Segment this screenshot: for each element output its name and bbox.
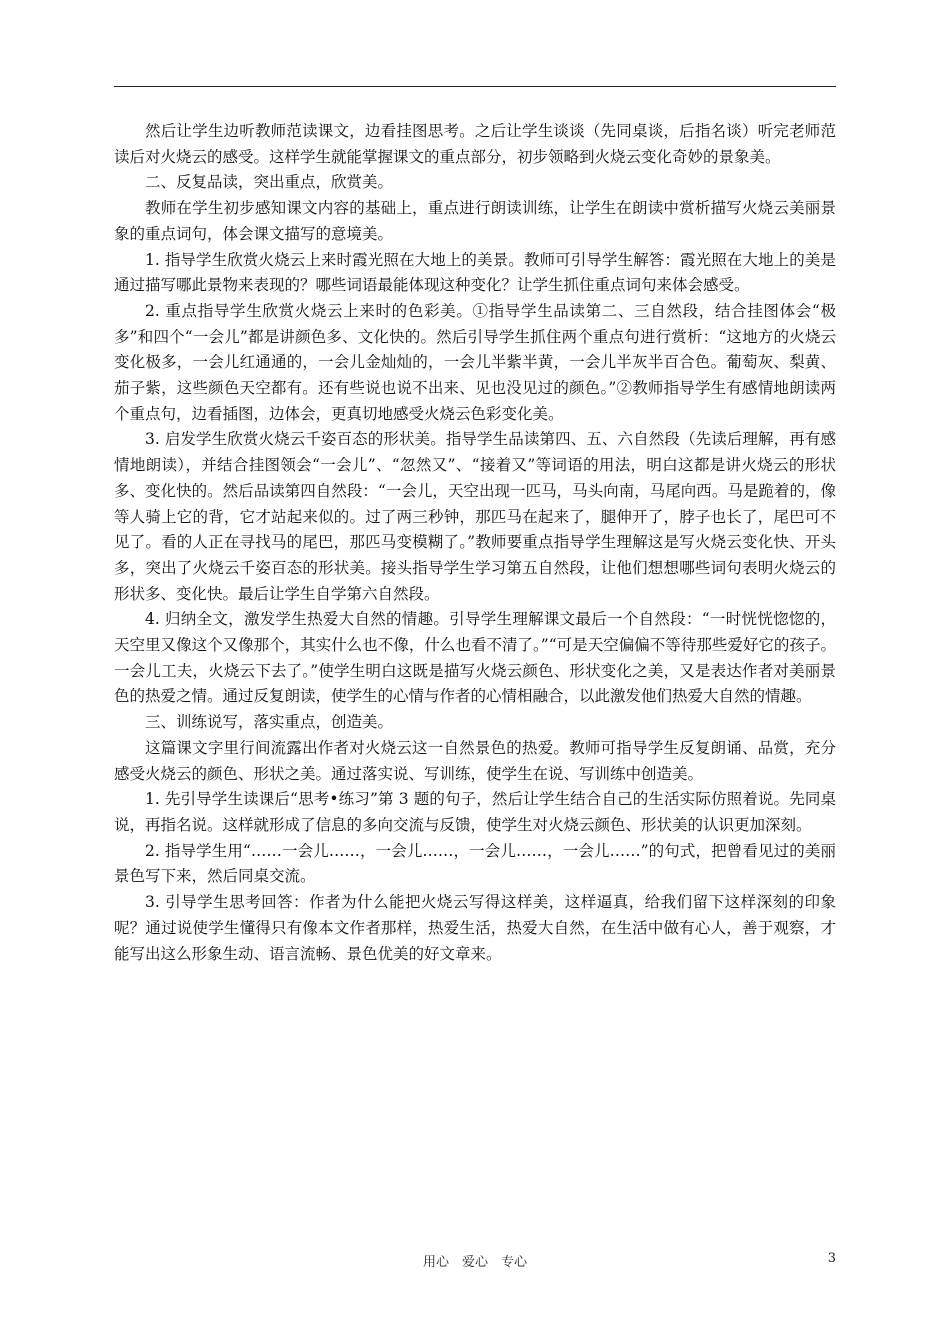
paragraph: 1. 先引导学生读课后“思考•练习”第 3 题的句子，然后让学生结合自己的生活实际仿照着说。先同桌说，再指名说。这样就形成了信息的多向交流与反馈，使学生对火烧云颜色、形状美的认识更加深刻。	[114, 790, 836, 834]
paragraph: 这篇课文字里行间流露出作者对火烧云这一自然景色的热爱。教师可指导学生反复朗诵、品赏，充分感受火烧云的颜色、形状之美。通过落实说、写训练，使学生在说、写训练中创造美。	[114, 738, 836, 783]
header-rule	[114, 86, 836, 87]
paragraph: 2. 指导学生用“……一会儿……，一会儿……，一会儿……，一会儿……”的句式，把曾看见过的美丽景色写下来，然后同桌交流。	[114, 841, 836, 886]
section-heading: 三、训练说写，落实重点，创造美。	[145, 713, 394, 732]
section-heading: 二、反复品读，突出重点，欣赏美。	[145, 173, 394, 192]
paragraph: 4. 归纳全文，激发学生热爱大自然的情趣。引导学生理解课文最后一个自然段：“一时恍恍惚惚的，天空里又像这个又像那个，其实什么也不像，什么也看不清了。”“可是天空偏偏不等待那些爱好它的孩子。一会儿工夫，火烧云下去了。”使学生明白这既是描写火烧云颜色、形状变化之美，又是表达作者对美丽景色的热爱之情。通过反复朗读，使学生的心情与作者的心情相融合，以此激发他们热爱大自然的情趣。	[114, 610, 836, 706]
page-number: 3	[827, 1251, 836, 1266]
body-text	[114, 119, 836, 967]
paragraph: 3. 引导学生思考回答：作者为什么能把火烧云写得这样美，这样逼真，给我们留下这样深刻的印象呢？通过说使学生懂得只有像本文作者那样，热爱生活，热爱大自然，在生活中做有心人，善于观察，才能写出这么形象生动、语言流畅、景色优美的好文章来。	[114, 893, 836, 963]
paragraph: 3. 启发学生欣赏火烧云千姿百态的形状美。指导学生品读第四、五、六自然段（先读后理解，再有感情地朗读），并结合挂图领会“一会儿”、“忽然又”、“接着又”等词语的用法，明白这都是讲火烧云的形状多、变化快的。然后品读第四自然段：“一会儿，天空出现一匹马，马头向南，马尾向西。马是跪着的，像等人骑上它的背，它才站起来似的。过了两三秒钟，那匹马在起来了，腿伸开了，脖子也长了，尾巴可不见了。看的人正在寻找马的尾巴，那匹马变模糊了。”教师要重点指导学生理解这是写火烧云变化快、开头多，突出了火烧云千姿百态的形状美。接头指导学生学习第五自然段，让他们想想哪些词句表明火烧云的形状多、变化快。最后让学生自学第六自然段。	[114, 430, 836, 603]
paragraph: 然后让学生边听教师范读课文，边看挂图思考。之后让学生谈谈（先同桌谈，后指名谈）听完老师范读后对火烧云的感受。这样学生就能掌握课文的重点部分，初步领略到火烧云变化奇妙的景象美。	[114, 122, 836, 166]
footer-motto: 用心 爱心 专心	[422, 1255, 527, 1270]
paragraph: 教师在学生初步感知课文内容的基础上，重点进行朗读训练，让学生在朗读中赏析描写火烧云美丽景象的重点词句，体会课文描写的意境美。	[114, 199, 836, 243]
paragraph: 1. 指导学生欣赏火烧云上来时霞光照在大地上的美景。教师可引导学生解答：霞光照在大地上的美是通过描写哪此景物来表现的？哪些词语最能体现这种变化？让学生抓住重点词句来体会感受。	[114, 250, 836, 295]
paragraph: 2. 重点指导学生欣赏火烧云上来时的色彩美。①指导学生品读第二、三自然段，结合挂图体会“极多”和四个“一会儿”都是讲颜色多、文化快的。然后引导学生抓住两个重点句进行赏析：“这地方的火烧云变化极多，一会儿红通通的，一会儿金灿灿的，一会儿半紫半黄，一会儿半灰半百合色。葡萄灰、梨黄、茄子紫，这些颜色天空都有。还有些说也说不出来、见也没见过的颜色。”②教师指导学生有感情地朗读两个重点句，边看插图，边体会，更真切地感受火烧云色彩变化美。	[114, 301, 836, 423]
